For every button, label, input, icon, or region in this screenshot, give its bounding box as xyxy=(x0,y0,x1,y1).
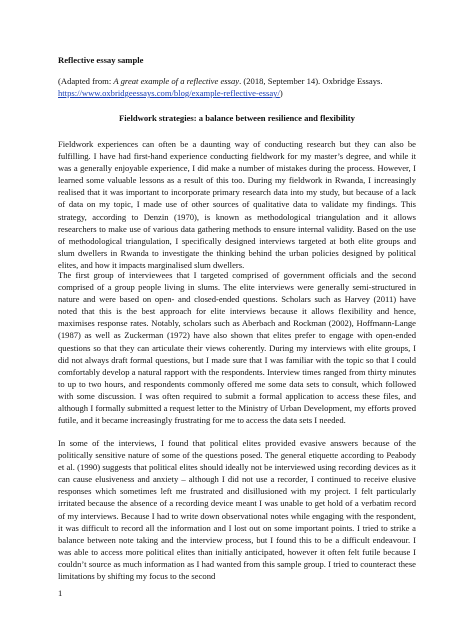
page-number: 1 xyxy=(58,588,63,598)
citation-details: . (2018, September 14). Oxbridge Essays. xyxy=(239,76,383,86)
citation-suffix: ) xyxy=(279,88,283,99)
paragraph: The first group of interviewees that I targeted comprised of government officials and the second comprised of a group people living in slums. The elite interviews were generally semi-structured in nature and were based on open- and closed-ended questions. Scholars such as Harvey (2011) have noted that this is the best approach for elite interviews because it allows flexibility and hence, maximises response rates. Notably, scholars such as Aberbach and Rockman (2002), Hoffmann-Lange (1987) as well as Zuckerman (1972) have also shown that elites prefer to engage with open-ended questions so that they can articulate their views coherently. During my interviews with elite groups, I did not always draft formal questions, but I made sure that I was familiar with the topic so that I could comfortably develop a natural rapport with the respondents. Interview times ranged from thirty minutes to up to two hours, and respondents commonly offered me some data sets to consult, which followed with some discussion. I was often required to submit a formal application to access these files, and although I formally submitted a request letter to the Ministry of Urban Development, my efforts proved futile, and it became increasingly frustrating for me to access the data sets I needed. xyxy=(58,270,416,426)
document-heading: Reflective essay sample xyxy=(58,55,144,65)
essay-title: Fieldwork strategies: a balance between resilience and flexibility xyxy=(119,113,355,123)
paragraph: Fieldwork experiences can often be a daunting way of conducting research but they can also be fulfilling. I have had first-hand experience conducting fieldwork for my master’s degree, and while it was a generally enjoyable experience, I did make a number of mistakes during the process. However, I learned some valuable lessons as a result of this too. During my fieldwork in Rwanda, I increasingly realised that it was important to incorporate primary research data into my study, but because of a lack of data on my topic, I made use of other sources of qualitative data to validate my findings. This strategy, according to Denzin (1970), is known as methodological triangulation and it allows researchers to make use of various data gathering methods to ensure internal validity. Based on the use of methodological triangulation, I specifically designed interviews targeted at both elite groups and slum dwellers in Rwanda to investigate the thinking behind the urban policies designed by political elites, and how it impacts marginalised slum dwellers. xyxy=(58,139,416,270)
citation-prefix: (Adapted from: xyxy=(58,76,114,86)
citation-link[interactable]: https://www.oxbridgeessays.com/blog/example-reflective-essay/ xyxy=(58,88,280,99)
citation xyxy=(58,75,416,99)
citation-title: A great example of a reflective essay xyxy=(113,76,240,86)
paragraph: In some of the interviews, I found that political elites provided evasive answers because of the politically sensitive nature of some of the questions posed. The general etiquette according to Peabody et al. (1990) suggests that political elites should ideally not be interviewed using recording devices as it can cause elusiveness and anxiety – although I did not use a recorder, I continued to receive elusive responses which sometimes left me frustrated and disillusioned with my project. I felt particularly irritated because the absence of a recording device meant I was unable to get hold of a verbatim record of my interviews. Because I had to write down observational notes while engaging with the respondent, it was difficult to record all the information and I lost out on some important points. I tried to strike a balance between note taking and the interview process, but I found this to be a difficult endeavour. I was able to access more political elites than initially anticipated, however it often felt futile because I couldn’t source as much information as I had wanted from this sample group. I tried to counteract these limitations by shifting my focus to the second xyxy=(58,438,416,582)
